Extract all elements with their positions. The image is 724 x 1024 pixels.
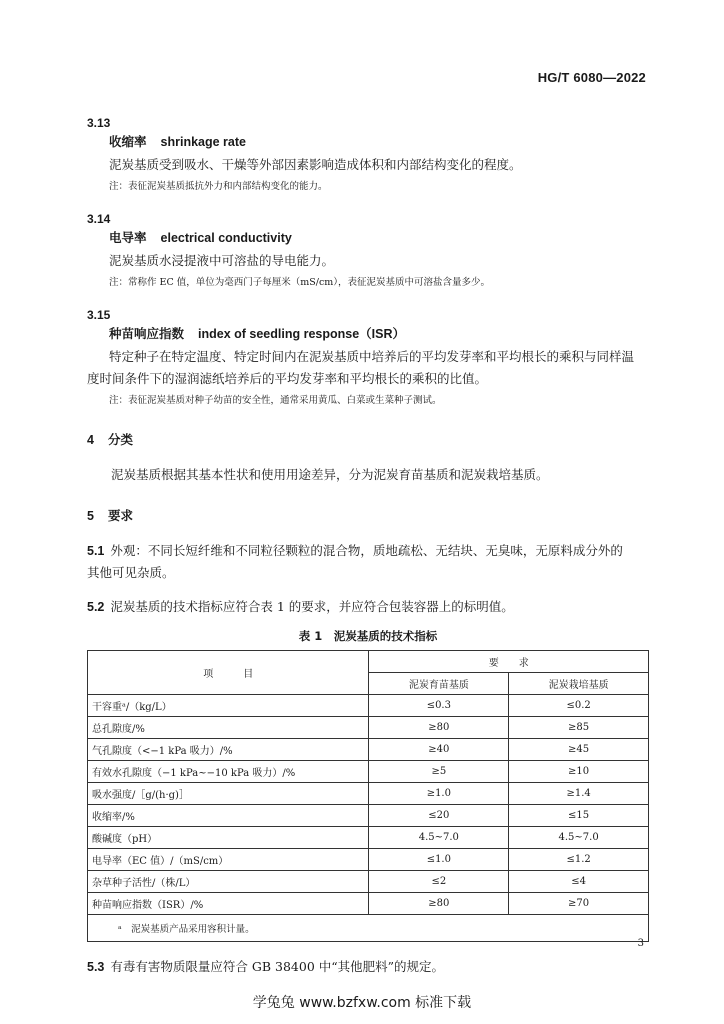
chapter-title: 要求 bbox=[107, 508, 133, 523]
cell-item: 种苗响应指数（ISR）/% bbox=[88, 893, 369, 915]
column-header-seedling: 泥炭育苗基质 bbox=[369, 673, 509, 695]
clause-text: 有毒有害物质限量应符合 GB 38400 中“其他肥料”的规定。 bbox=[110, 959, 445, 974]
chapter-heading-5 bbox=[87, 506, 649, 526]
cell-cultivation: ≥1.4 bbox=[509, 783, 649, 805]
term-note: 注：表征泥炭基质对种子幼苗的安全性，通常采用黄瓜、白菜或生菜种子测试。 bbox=[109, 395, 442, 406]
cell-item: 气孔隙度（<−1 kPa 吸力）/% bbox=[88, 739, 369, 761]
section-number: 3.13 bbox=[87, 116, 111, 130]
term-note: 注：常称作 EC 值，单位为毫西门子每厘米（mS/cm），表征泥炭基质中可溶盐含量多少。 bbox=[109, 277, 491, 288]
table-row bbox=[88, 805, 649, 827]
term-chinese: 种苗响应指数 bbox=[109, 326, 185, 341]
clause-5-2 bbox=[87, 596, 649, 618]
table-row bbox=[88, 783, 649, 805]
chapter-heading-4 bbox=[87, 430, 649, 450]
page-number: 3 bbox=[637, 938, 644, 949]
table-body bbox=[88, 695, 649, 915]
column-header-requirement: 要 求 bbox=[369, 651, 649, 673]
section-number: 3.15 bbox=[87, 308, 111, 322]
cell-seedling: ≥80 bbox=[369, 717, 509, 739]
term-heading bbox=[87, 132, 649, 152]
cell-cultivation: ≥85 bbox=[509, 717, 649, 739]
table-row bbox=[88, 893, 649, 915]
cell-seedling: ≤2 bbox=[369, 871, 509, 893]
column-header-item: 项 目 bbox=[88, 651, 369, 695]
clause-text: 泥炭基质的技术指标应符合表 1 的要求，并应符合包装容器上的标明值。 bbox=[110, 599, 514, 614]
clause-5-3 bbox=[87, 956, 649, 978]
cell-item: 总孔隙度/% bbox=[88, 717, 369, 739]
cell-item: 杂草种子活性/（株/L） bbox=[88, 871, 369, 893]
table-row bbox=[88, 717, 649, 739]
cell-seedling: ≤0.3 bbox=[369, 695, 509, 717]
section-number: 3.14 bbox=[87, 212, 111, 226]
term-chinese: 电导率 bbox=[109, 230, 147, 245]
table-title: 表 1 泥炭基质的技术指标 bbox=[298, 629, 438, 643]
clause-text: 外观：不同长短纤维和不同粒径颗粒的混合物，质地疏松、无结块、无臭味，无原料成分外的 bbox=[110, 543, 623, 558]
cell-item: 吸水强度/［g/(h·g)］ bbox=[88, 783, 369, 805]
section-3-13 bbox=[87, 114, 649, 196]
watermark-footer: 学兔兔 www.bzfxw.com 标准下载 bbox=[252, 995, 472, 1011]
cell-item: 干容重ᵃ/（kg/L） bbox=[88, 695, 369, 717]
term-english: shrinkage rate bbox=[160, 135, 246, 149]
section-3-15 bbox=[87, 306, 649, 410]
term-note: 注：表征泥炭基质抵抗外力和内部结构变化的能力。 bbox=[109, 181, 328, 192]
term-definition: 泥炭基质受到吸水、干燥等外部因素影响造成体积和内部结构变化的程度。 bbox=[109, 157, 522, 172]
cell-item: 酸碱度（pH） bbox=[88, 827, 369, 849]
cell-cultivation: ≥10 bbox=[509, 761, 649, 783]
table-footnote: ᵃ 泥炭基质产品采用容积计量。 bbox=[88, 915, 649, 942]
clause-5-1-line-2: 其他可见杂质。 bbox=[87, 565, 175, 580]
chapter-number: 4 bbox=[87, 433, 94, 447]
cell-cultivation: 4.5~7.0 bbox=[509, 827, 649, 849]
chapter-4-text: 泥炭基质根据其基本性状和使用用途差异，分为泥炭育苗基质和泥炭栽培基质。 bbox=[111, 467, 549, 482]
column-header-cultivation: 泥炭栽培基质 bbox=[509, 673, 649, 695]
term-chinese: 收缩率 bbox=[109, 134, 147, 149]
term-definition-line-1: 特定种子在特定温度、特定时间内在泥炭基质中培养后的平均发芽率和平均根长的乘积与同样温 bbox=[109, 349, 635, 364]
section-3-14 bbox=[87, 210, 649, 292]
cell-seedling: ≥1.0 bbox=[369, 783, 509, 805]
table-row bbox=[88, 739, 649, 761]
clause-number: 5.3 bbox=[87, 960, 105, 974]
table-row bbox=[88, 827, 649, 849]
cell-cultivation: ≤1.2 bbox=[509, 849, 649, 871]
spec-table bbox=[87, 650, 649, 942]
clause-5-1-line-1 bbox=[87, 540, 649, 562]
document-code: HG/T 6080—2022 bbox=[537, 70, 646, 85]
cell-seedling: ≥40 bbox=[369, 739, 509, 761]
table-row bbox=[88, 871, 649, 893]
cell-cultivation: ≥70 bbox=[509, 893, 649, 915]
cell-seedling: 4.5~7.0 bbox=[369, 827, 509, 849]
table-row bbox=[88, 761, 649, 783]
cell-seedling: ≥5 bbox=[369, 761, 509, 783]
term-heading bbox=[87, 324, 649, 344]
chapter-number: 5 bbox=[87, 509, 94, 523]
cell-cultivation: ≤15 bbox=[509, 805, 649, 827]
term-heading bbox=[87, 228, 649, 248]
cell-cultivation: ≤0.2 bbox=[509, 695, 649, 717]
cell-seedling: ≤20 bbox=[369, 805, 509, 827]
cell-cultivation: ≤4 bbox=[509, 871, 649, 893]
cell-item: 收缩率/% bbox=[88, 805, 369, 827]
term-english: electrical conductivity bbox=[160, 231, 292, 245]
table-row bbox=[88, 849, 649, 871]
term-english: index of seedling response（ISR） bbox=[198, 327, 406, 341]
table-row bbox=[88, 695, 649, 717]
page-content bbox=[87, 114, 649, 978]
clause-number: 5.2 bbox=[87, 600, 105, 614]
chapter-title: 分类 bbox=[107, 432, 133, 447]
clause-number: 5.1 bbox=[87, 544, 105, 558]
term-definition: 泥炭基质水浸提液中可溶盐的导电能力。 bbox=[109, 253, 335, 268]
cell-item: 有效水孔隙度（−1 kPa~−10 kPa 吸力）/% bbox=[88, 761, 369, 783]
cell-item: 电导率（EC 值）/（mS/cm） bbox=[88, 849, 369, 871]
cell-seedling: ≥80 bbox=[369, 893, 509, 915]
term-definition-line-2: 度时间条件下的湿润滤纸培养后的平均发芽率和平均根长的乘积的比值。 bbox=[87, 371, 488, 386]
cell-seedling: ≤1.0 bbox=[369, 849, 509, 871]
cell-cultivation: ≥45 bbox=[509, 739, 649, 761]
